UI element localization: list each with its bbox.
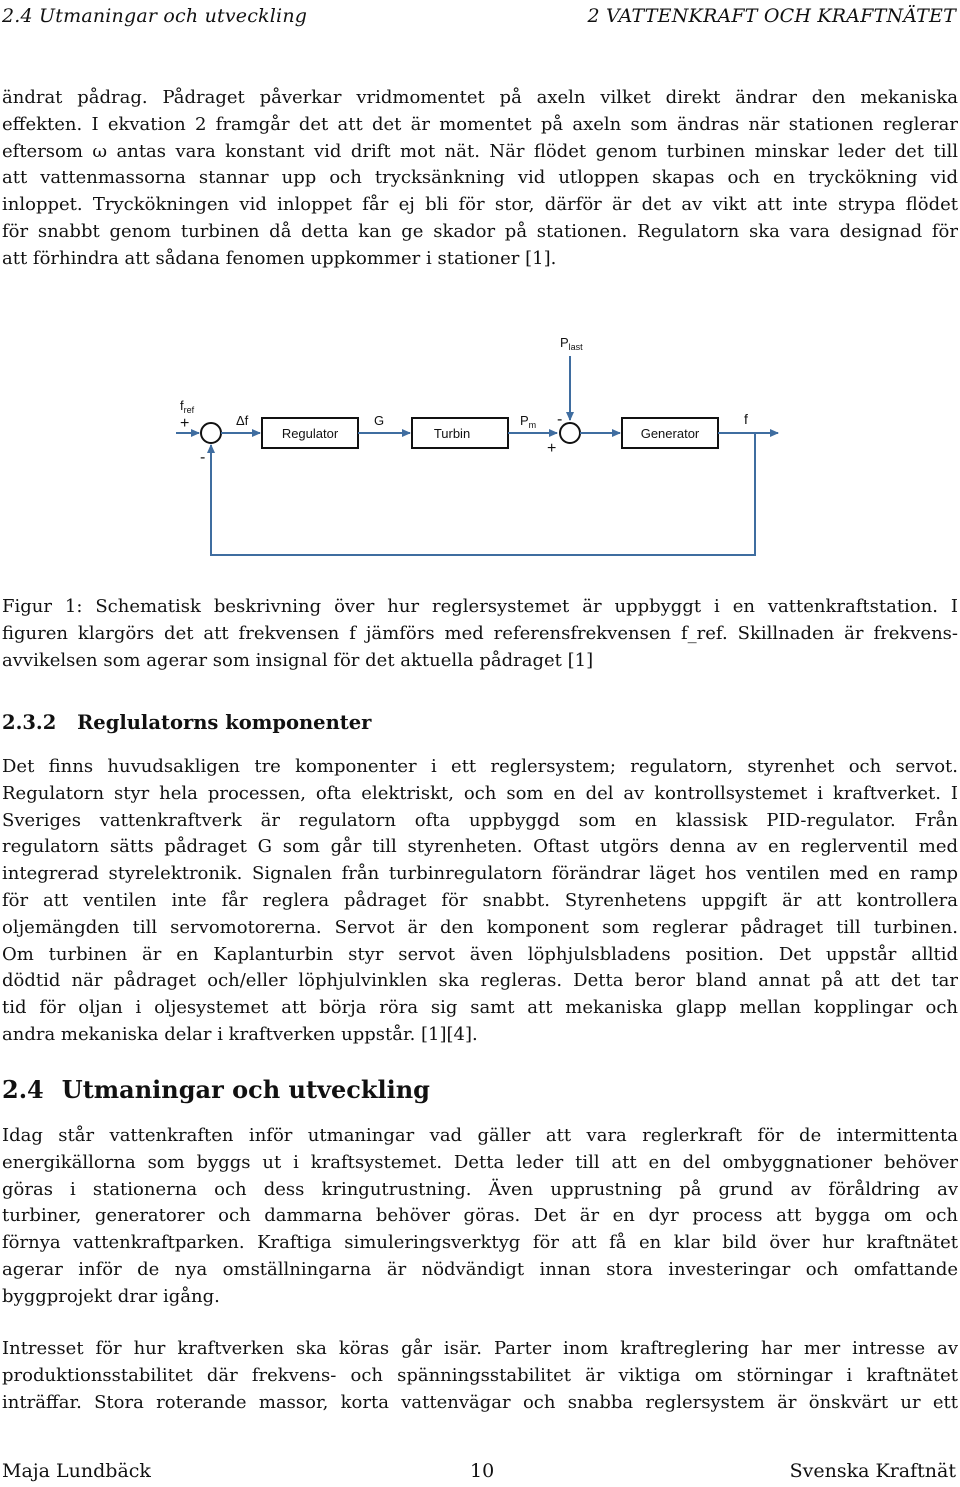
section-heading bbox=[2, 1075, 430, 1104]
page-number: 10 bbox=[470, 1460, 495, 1482]
caption-line: Figur 1: Schematisk beskrivning över hur reglersystemet är uppbyggt i en vattenkraftstation. I bbox=[2, 596, 958, 617]
paragraph-intro bbox=[2, 85, 958, 273]
subsection-heading bbox=[2, 711, 371, 734]
sign-plus-sum1: + bbox=[180, 415, 190, 432]
summing-junction-1 bbox=[201, 423, 221, 443]
text-line: ändrat pådrag. Pådraget påverkar vridmomentet på axeln vilket direkt ändrar den mekaniska bbox=[2, 87, 958, 108]
label-f-ref: $f_{ref}$ bbox=[180, 398, 195, 415]
text-line: energikällorna som byggs ut i kraftsystemet. Detta leder till att en del ombyggnationer behöver bbox=[2, 1151, 958, 1173]
footer-organization: Svenska Kraftnät bbox=[789, 1460, 956, 1482]
text-line: tid för oljan i oljesystemet att börja röra sig samt att mekaniska glapp mellan kopplingar och bbox=[2, 997, 958, 1019]
label-p-last: $P_{last}$ bbox=[560, 335, 583, 352]
section-number: 2.4 bbox=[2, 1075, 44, 1104]
text-line: regulatorn sätts pådraget G som går till styrenheten. Oftast utgörs denna av en reglerventil med bbox=[2, 836, 958, 858]
section-title: Utmaningar och utveckling bbox=[61, 1075, 430, 1104]
text-line: Regulatorn styr hela processen, ofta elektriskt, och som en del av kontrollsystemet i kraftverket. I bbox=[2, 782, 958, 804]
text-line: dödtid när pådraget och/eller löphjulvinklen ska regleras. Detta beror bland annat på att det tar bbox=[2, 970, 958, 992]
text-line: inträffar. Stora roterande massor, korta vattenvägar och snabba reglersystem är önskvärt ur ett bbox=[2, 1391, 958, 1413]
text-line: Idag står vattenkraften inför utmaningar vad gäller att vara reglerkraft för de intermittenta bbox=[2, 1125, 958, 1146]
text-line: turbiner, generatorer och dammarna behöver göras. Det är en dyr process att bygga om och bbox=[2, 1205, 958, 1227]
text-line: eftersom ω antas vara konstant vid drift mot nät. När flödet genom turbinen minskar leder det till bbox=[2, 140, 958, 162]
caption-line: avvikelsen som agerar som insignal för det aktuella pådraget [1] bbox=[2, 649, 594, 671]
page-footer bbox=[2, 1460, 956, 1486]
sign-minus-sum1: - bbox=[200, 449, 206, 466]
wire-feedback-loop bbox=[211, 433, 755, 555]
label-g: G bbox=[374, 413, 385, 428]
control-block-diagram bbox=[170, 326, 790, 566]
text-line: förnya vattenkraftparken. Kraftiga simuleringsverktyg för att få en klar bild över hur kraftnätet bbox=[2, 1232, 958, 1254]
turbin-label: Turbin bbox=[433, 426, 471, 441]
sign-plus-sum2: + bbox=[547, 440, 557, 457]
caption-line: figuren klargörs det att frekvensen f jämförs med referensfrekvensen f_ref. Skillnaden är frekvens- bbox=[2, 622, 958, 644]
text-line: göras i stationerna och dess kringutrustning. Även upprustning på grund av föråldring av bbox=[2, 1178, 958, 1200]
footer-author: Maja Lundbäck bbox=[2, 1460, 151, 1482]
text-line: att vattenmassorna stannar upp och trycksänkning vid utloppen skapas och en tryckökning vid bbox=[2, 167, 958, 189]
text-line: andra mekaniska delar i kraftverken uppstår. [1][4]. bbox=[2, 1023, 478, 1045]
regulator-label: Regulator bbox=[281, 426, 339, 441]
text-line: effekten. I ekvation 2 framgår det att det är momentet på axeln som ändras när stationen reglerar bbox=[2, 113, 958, 135]
generator-label: Generator bbox=[640, 426, 700, 441]
text-line: att förhindra att sådana fenomen uppkommer i stationer [1]. bbox=[2, 247, 557, 269]
figure-caption bbox=[2, 594, 958, 674]
summing-junction-2 bbox=[560, 423, 580, 443]
label-delta-f: Δf bbox=[236, 413, 249, 428]
subsection-title: Reglulatorns komponenter bbox=[77, 711, 372, 734]
paragraph-interests bbox=[2, 1336, 958, 1416]
sign-minus-sum2: - bbox=[557, 411, 563, 428]
paragraph-components bbox=[2, 754, 958, 1049]
label-f-out: f bbox=[744, 411, 748, 427]
text-line: produktionsstabilitet där frekvens- och spänningsstabilitet är viktiga om störningar i kraftnätet bbox=[2, 1364, 958, 1386]
header-right: 2 VATTENKRAFT OCH KRAFTNÄTET bbox=[587, 5, 956, 27]
subsection-number: 2.3.2 bbox=[2, 711, 57, 734]
text-line: inloppet. Tryckökningen vid inloppet får ej bli för stor, därför är det av vikt att inte strypa flödet bbox=[2, 194, 958, 216]
paragraph-challenges bbox=[2, 1123, 958, 1311]
text-line: Det finns huvudsakligen tre komponenter i ett reglersystem; regulatorn, styrenhet och servot. bbox=[2, 756, 958, 777]
text-line: Sveriges vattenkraftverk är regulatorn ofta uppbyggd som en klassisk PID-regulator. Från bbox=[2, 809, 958, 831]
header-left: 2.4 Utmaningar och utveckling bbox=[2, 5, 308, 27]
text-line: oljemängden till servomotorerna. Servot är den komponent som reglerar pådraget till turbinen. bbox=[2, 916, 958, 938]
running-header bbox=[2, 2, 956, 30]
label-pm: $P_m$ bbox=[520, 413, 537, 430]
text-line: integrerad styrelektronik. Signalen från turbinregulatorn förändrar läget hos ventilen med en ramp bbox=[2, 863, 958, 885]
text-line: för att ventilen inte får reglera pådraget för snabbt. Styrenhetens uppgift är att kontrollera bbox=[2, 889, 958, 911]
text-line: Om turbinen är en Kaplanturbin styr servot även löphjulsbladens position. Det uppstår alltid bbox=[2, 943, 958, 965]
text-line: Intresset för hur kraftverken ska köras går isär. Parter inom kraftreglering har mer intresse av bbox=[2, 1338, 958, 1359]
text-line: byggprojekt drar igång. bbox=[2, 1285, 220, 1307]
text-line: agerar inför de nya omställningarna är nödvändigt innan stora investeringar och omfattande bbox=[2, 1258, 958, 1280]
text-line: för snabbt genom turbinen då detta kan ge skador på stationen. Regulatorn ska vara designad för bbox=[2, 220, 958, 242]
